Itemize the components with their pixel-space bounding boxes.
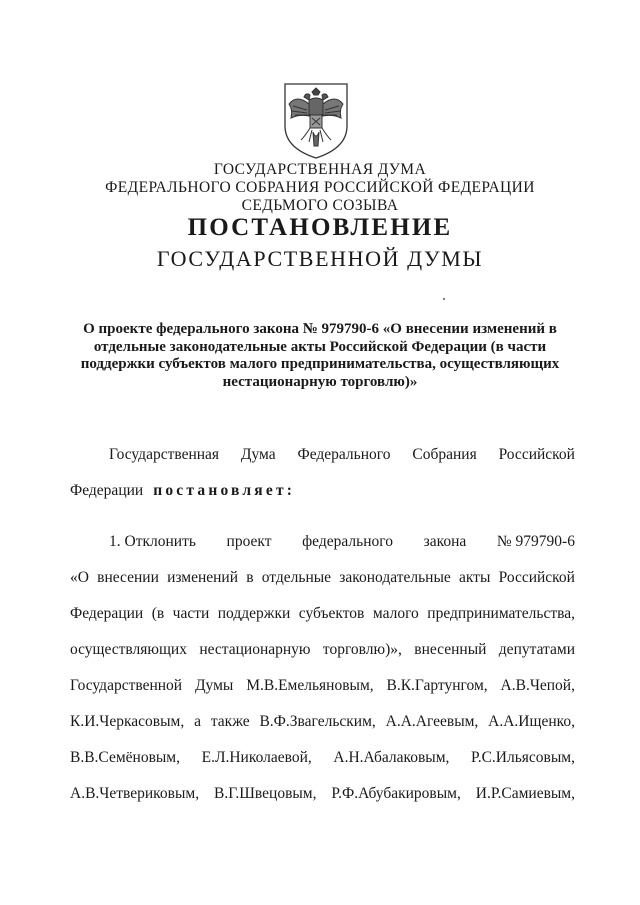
word: внесенный bbox=[414, 641, 487, 658]
word: также bbox=[210, 713, 250, 730]
word: Дума bbox=[240, 446, 276, 463]
point1-line-6 bbox=[70, 712, 575, 732]
word: В.Г.Швецовым, bbox=[213, 785, 317, 802]
word: субъектов bbox=[298, 605, 365, 622]
word: Р.С.Ильясовым, bbox=[471, 749, 575, 766]
word: В.Ф.Звагельским, bbox=[259, 713, 376, 730]
coat-of-arms-icon bbox=[279, 80, 353, 160]
word: Собрания bbox=[412, 446, 477, 463]
word: А.Н.Абалаковым, bbox=[333, 749, 450, 766]
word: торговлю)», bbox=[322, 641, 402, 658]
word: в bbox=[246, 569, 254, 586]
word: а bbox=[194, 713, 201, 730]
word: Федерации bbox=[70, 482, 144, 499]
word: А.А.Агеевым, bbox=[385, 713, 479, 730]
point1-line-1 bbox=[109, 532, 575, 552]
word: В.В.Семёновым, bbox=[70, 749, 180, 766]
word: поддержки bbox=[217, 605, 291, 622]
scan-speck bbox=[443, 298, 445, 300]
word: предпринимательства, bbox=[427, 605, 575, 622]
word: части bbox=[172, 605, 210, 622]
decree-verb: постановляет: bbox=[153, 482, 296, 499]
word: отдельные bbox=[261, 569, 332, 586]
word: А.В.Четвериковым, bbox=[70, 785, 200, 802]
point1-line-5 bbox=[70, 676, 575, 696]
word: закона bbox=[423, 533, 467, 550]
word: А.А.Ищенко, bbox=[488, 713, 575, 730]
word: Федерального bbox=[297, 446, 391, 463]
document-issuer: ГОСУДАРСТВЕННОЙ ДУМЫ bbox=[156, 246, 484, 271]
org-line-3: СЕДЬМОГО СОЗЫВА bbox=[241, 197, 399, 214]
word: № 979790-6 bbox=[496, 533, 575, 550]
word: (в bbox=[151, 605, 165, 622]
document-subject: О проекте федерального закона № 979790-6 «О внесении изменений в отдельные законодательные акты Российской Федерации (в части поддержки субъектов малого предпринимательства, осуществляющих нестационарную торговлю)» bbox=[80, 321, 560, 390]
word: изменений bbox=[167, 569, 239, 586]
org-line-2: ФЕДЕРАЛЬНОГО СОБРАНИЯ РОССИЙСКОЙ ФЕДЕРАЦИИ bbox=[105, 179, 535, 196]
word: нестационарную bbox=[199, 641, 311, 658]
word: А.В.Чепой, bbox=[500, 677, 575, 694]
word: М.В.Емельяновым, bbox=[246, 677, 374, 694]
word: Р.Ф.Абубакировым, bbox=[331, 785, 461, 802]
point1-line-3 bbox=[70, 604, 575, 624]
word: Российской bbox=[498, 569, 575, 586]
word: депутатами bbox=[498, 641, 575, 658]
word: В.К.Гартунгом, bbox=[386, 677, 488, 694]
word: осуществляющих bbox=[70, 641, 187, 658]
org-line-1: ГОСУДАРСТВЕННАЯ ДУМА bbox=[213, 161, 427, 178]
word: Е.Л.Николаевой, bbox=[201, 749, 312, 766]
document-type-title: ПОСТАНОВЛЕНИЕ bbox=[187, 214, 453, 241]
word: И.Р.Самиевым, bbox=[475, 785, 575, 802]
word: 1. Отклонить bbox=[109, 533, 196, 550]
word: Государственная bbox=[109, 446, 220, 463]
preamble-line-2 bbox=[70, 481, 575, 501]
preamble-line-1 bbox=[109, 445, 575, 465]
point1-line-2 bbox=[70, 568, 575, 588]
word: внесении bbox=[97, 569, 159, 586]
point1-line-4 bbox=[70, 640, 575, 660]
word: проект bbox=[226, 533, 272, 550]
word: «О bbox=[70, 569, 89, 586]
word: Думы bbox=[194, 677, 234, 694]
word: Федерации bbox=[70, 605, 144, 622]
word: федерального bbox=[302, 533, 393, 550]
word: Российской bbox=[498, 446, 575, 463]
word: Государственной bbox=[70, 677, 183, 694]
word: К.И.Черкасовым, bbox=[70, 713, 185, 730]
point1-line-7 bbox=[70, 748, 575, 768]
point1-line-8 bbox=[70, 784, 575, 804]
word: малого bbox=[372, 605, 419, 622]
word: акты bbox=[458, 569, 491, 586]
word: законодательные bbox=[339, 569, 451, 586]
